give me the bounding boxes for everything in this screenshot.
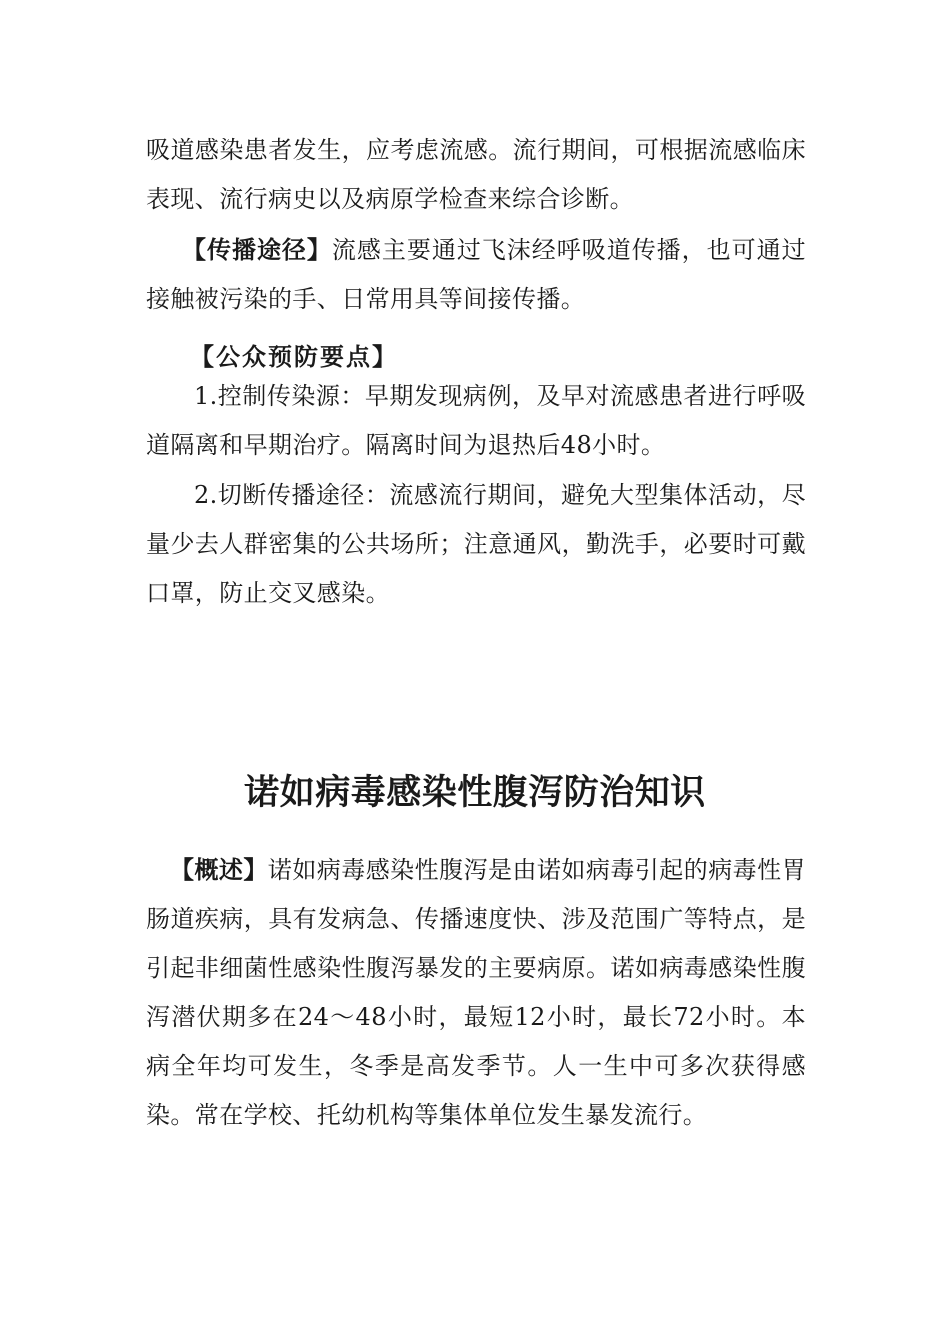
- transmission-paragraph: [146, 225, 806, 324]
- norovirus-title: 诺如病毒感染性腹泻防治知识: [244, 772, 706, 813]
- transmission-label: 【传播途径】: [182, 235, 332, 264]
- transmission-text: 流感主要通过飞沫经呼吸道传播，也可通过接触被污染的手、日常用具等间接传播。: [146, 236, 806, 313]
- overview-text: 诺如病毒感染性腹泻是由诺如病毒引起的病毒性胃肠道疾病，具有发病急、传播速度快、涉及范围广等特点，是引起非细菌性感染性腹泻暴发的主要病原。诺如病毒感染性腹泻潜伏期多在24～48小时，最短12小时，最长72小时。本病全年均可发生，冬季是高发季节。人一生中可多次获得感染。常在学校、托幼机构等集体单位发生暴发流行。: [146, 856, 806, 1129]
- prevention-item-1: 1.控制传染源：早期发现病例，及早对流感患者进行呼吸道隔离和早期治疗。隔离时间为退热后48小时。: [146, 382, 806, 459]
- flu-diagnosis-paragraph: 吸道感染患者发生，应考虑流感。流行期间，可根据流感临床表现、流行病史以及病原学检查来综合诊断。: [146, 136, 806, 213]
- prevention-item-2: 2.切断传播途径：流感流行期间，避免大型集体活动，尽量少去人群密集的公共场所；注意通风，勤洗手，必要时可戴口罩，防止交叉感染。: [146, 481, 806, 607]
- overview-paragraph: [146, 845, 806, 1140]
- prevention-heading: 【公众预防要点】: [190, 342, 398, 371]
- overview-label: 【概述】: [170, 855, 268, 884]
